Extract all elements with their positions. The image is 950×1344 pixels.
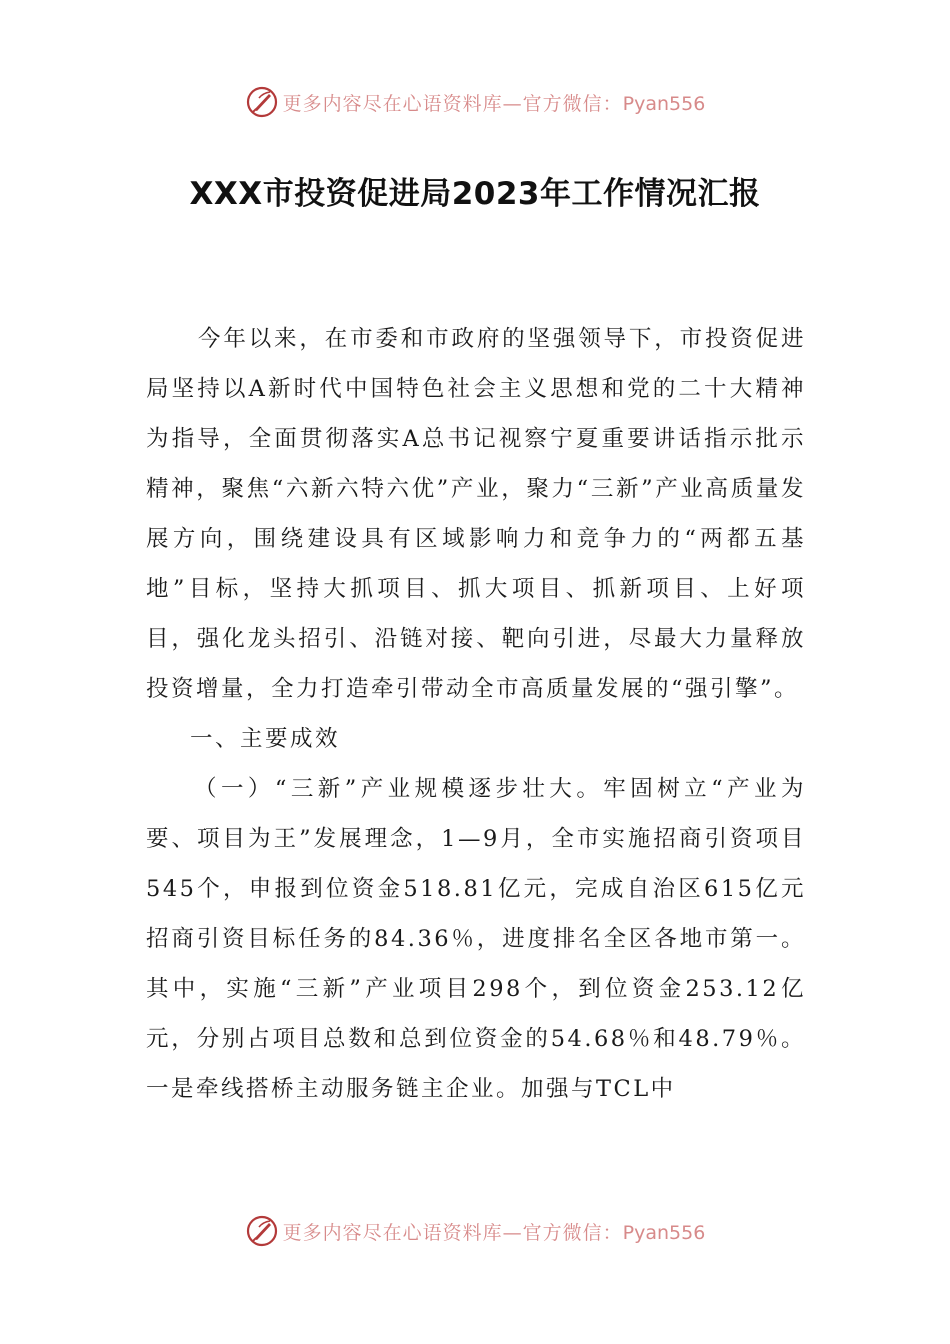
intro-paragraph: 今年以来，在市委和市政府的坚强领导下，市投资促进局坚持以A新时代中国特色社会主义思想和党的二十大精神为指导，全面贯彻落实A总书记视察宁夏重要讲话指示批示精神，聚焦“六新六特六优”产业，聚力“三新”产业高质量发展方向，围绕建设具有区域影响力和竞争力的“两都五基地”目标，坚持大抓项目、抓大项目、抓新项目、上好项目，强化龙头招引、沿链对接、靶向引进，尽最大力量释放投资增量，全力打造牵引带动全市高质量发展的“强引擎”。 — [146, 326, 806, 702]
watermark-header — [0, 82, 950, 122]
subsection-paragraph: （一）“三新”产业规模逐步壮大。牢固树立“产业为要、项目为王”发展理念，1—9月，全市实施招商引资项目545个，申报到位资金518.81亿元，完成自治区615亿元招商引资目标任务的84.36％，进度排名全区各地市第一。其中，实施“三新”产业项目298个，到位资金253.12亿元，分别占项目总数和总到位资金的54.68％和48.79％。一是牵线搭桥主动服务链主企业。加强与TCL中 — [146, 776, 806, 1102]
watermark-text: 更多内容尽在心语资料库—官方微信：Pyan556 — [282, 1221, 706, 1244]
quill-logo-icon — [245, 85, 279, 119]
document-title: XXX市投资促进局2023年工作情况汇报 — [189, 176, 761, 212]
watermark-wechat-id: Pyan556 — [622, 1221, 706, 1244]
watermark-wechat-id: Pyan556 — [622, 92, 706, 115]
document-body — [146, 314, 806, 1114]
section-heading: 一、主要成效 — [190, 726, 341, 752]
watermark-footer — [0, 1211, 950, 1251]
quill-logo-icon — [245, 1214, 279, 1248]
watermark-text: 更多内容尽在心语资料库—官方微信：Pyan556 — [282, 92, 706, 115]
